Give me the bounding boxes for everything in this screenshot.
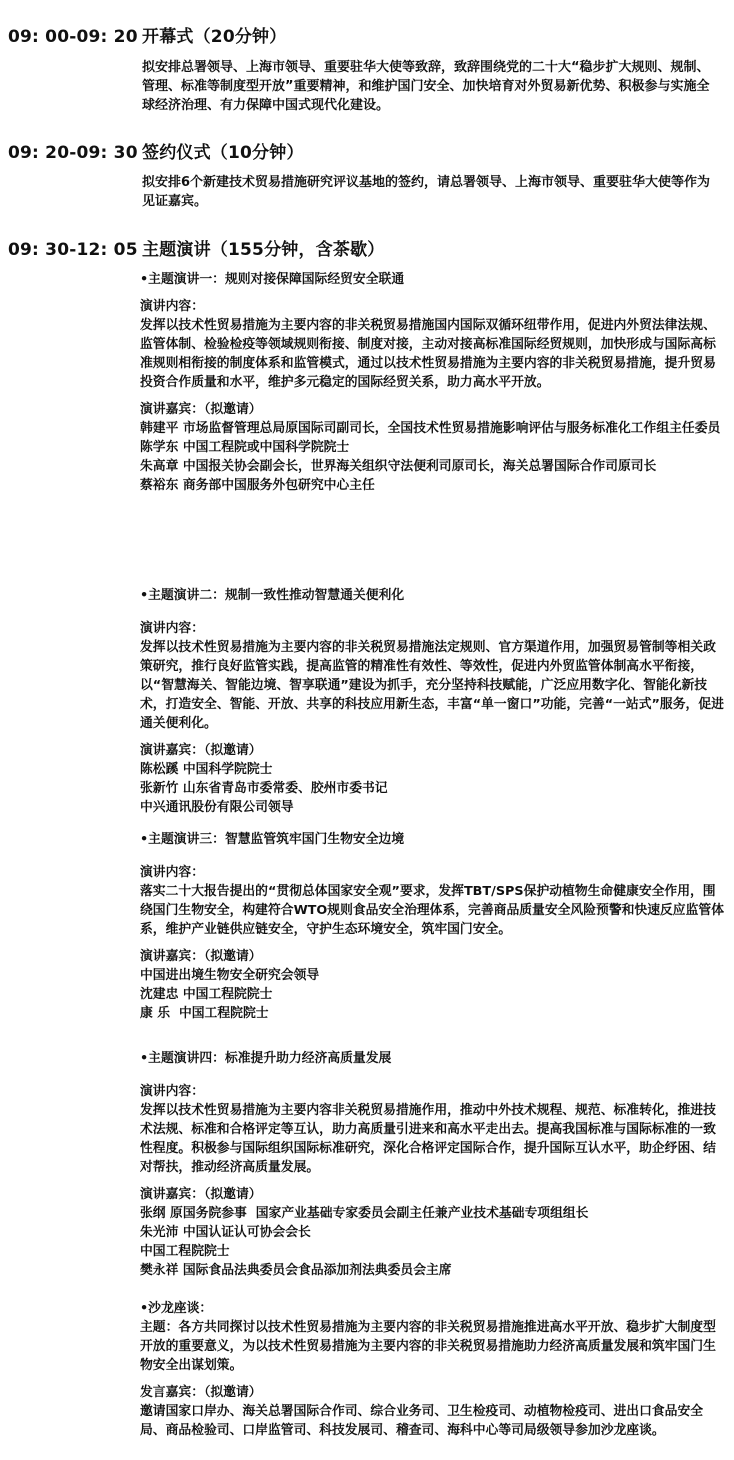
keynote-heading: •主题演讲一：规则对接保障国际经贸安全联通 — [140, 272, 405, 287]
keynote-4 — [140, 1049, 724, 1280]
content-text: 发挥以技术性贸易措施为主要内容的非关税贸易措施国内国际双循环纽带作用，促进内外贸法律法规、监管体制、检验检疫等领域规则衔接、制度对接，主动对接高标准国际经贸规则，加快形成与国际高标准规则相衔接的制度体系和监管模式，通过以技术性贸易措施为主要内容的非关税贸易措施，提升贸易投资合作质量和水平，维护多元稳定的国际经贸关系，助力高水平开放。 — [140, 318, 716, 390]
session-description: 拟安排6个新建技术贸易措施研究评议基地的签约，请总署领导、上海市领导、重要驻华大使等作为见证嘉宾。 — [142, 175, 711, 209]
session-header-signing — [8, 138, 304, 163]
guest-line: 朱光沛 中国认证认可协会会长 — [140, 1225, 311, 1240]
guest-line: 中国工程院院士 — [140, 1244, 230, 1259]
guest-label: 演讲嘉宾：（拟邀请） — [140, 402, 262, 417]
guest-line: 中国进出境生物安全研究会领导 — [140, 968, 320, 983]
content-label: 演讲内容： — [140, 299, 204, 314]
keynote-heading: •主题演讲二：规制一致性推动智慧通关便利化 — [140, 588, 405, 603]
salon-heading: •沙龙座谈： — [140, 1301, 213, 1316]
content-label: 演讲内容： — [140, 621, 204, 636]
salon-guest-label: 发言嘉宾：（拟邀请） — [140, 1385, 262, 1400]
salon-guests: 邀请国家口岸办、海关总署国际合作司、综合业务司、卫生检疫司、动植物检疫司、进出口食品安全局、商品检验司、口岸监管司、科技发展司、稽查司、海科中心等司局级领导参加沙龙座谈。 — [140, 1404, 704, 1438]
content-text: 落实二十大报告提出的“贯彻总体国家安全观”要求，发挥TBT/SPS保护动植物生命健康安全作用，围绕国门生物安全，构建符合WTO规则食品安全治理体系，完善商品质量安全风险预警和快速反应监管体系，维护产业链供应链安全，守护生态环境安全，筑牢国门安全。 — [140, 884, 724, 937]
guest-line: 中兴通讯股份有限公司领导 — [140, 800, 294, 815]
session-title: 开幕式（20分钟） — [142, 27, 287, 47]
content-text: 发挥以技术性贸易措施为主要内容的非关税贸易措施法定规则、官方渠道作用，加强贸易管制等相关政策研究，推行良好监管实践，提高监管的精准性有效性、等效性，促进内外贸监管体制高水平衔接，以“智慧海关、智能边境、智享联通”建设为抓手，充分坚持科技赋能，广泛应用数字化、智能化新技术，打造安全、智能、开放、共享的科技应用新生态，丰富“单一窗口”功能，完善“一站式”服务，促进通关便利化。 — [140, 640, 724, 731]
guest-line: 樊永祥 国际食品法典委员会食品添加剂法典委员会主席 — [140, 1263, 452, 1278]
salon-theme: 主题：各方共同探讨以技术性贸易措施为主要内容的非关税贸易措施推进高水平开放、稳步扩大制度型开放的重要意义，为以技术性贸易措施为主要内容的非关税贸易措施助力经济高质量发展和筑牢国门生物安全出谋划策。 — [140, 1320, 716, 1373]
guest-line: 康 乐 中国工程院院士 — [140, 1006, 269, 1021]
guest-line: 陈松蹊 中国科学院院士 — [140, 762, 273, 777]
guest-label: 演讲嘉宾：（拟邀请） — [140, 1187, 262, 1202]
guest-line: 蔡裕东 商务部中国服务外包研究中心主任 — [140, 478, 375, 493]
session-title: 签约仪式（10分钟） — [142, 143, 304, 163]
guest-label: 演讲嘉宾：（拟邀请） — [140, 743, 262, 758]
guest-line: 朱高章 中国报关协会副会长，世界海关组织守法便利司原司长，海关总署国际合作司原司长 — [140, 459, 657, 474]
session-time: 09: 00-09: 20 — [8, 27, 138, 47]
keynote-heading: •主题演讲四：标准提升助力经济高质量发展 — [140, 1051, 392, 1066]
content-label: 演讲内容： — [140, 1084, 204, 1099]
session-header-keynotes — [8, 235, 385, 260]
session-description: 拟安排总署领导、上海市领导、重要驻华大使等致辞，致辞围绕党的二十大“稳步扩大规则、规制、管理、标准等制度型开放”重要精神，和维护国门安全、加快培育对外贸易新优势、积极参与实施全球经济治理、有力保障中国式现代化建设。 — [142, 60, 710, 113]
session-title: 主题演讲（155分钟，含茶歇） — [142, 240, 385, 260]
guest-line: 沈建忠 中国工程院院士 — [140, 987, 273, 1002]
session-time: 09: 30-12: 05 — [8, 240, 138, 260]
guest-line: 张新竹 山东省青岛市委常委、胶州市委书记 — [140, 781, 388, 796]
salon-discussion — [140, 1299, 724, 1440]
keynote-3 — [140, 830, 724, 1023]
session-time: 09: 20-09: 30 — [8, 143, 138, 163]
content-label: 演讲内容： — [140, 865, 204, 880]
content-text: 发挥以技术性贸易措施为主要内容非关税贸易措施作用，推动中外技术规程、规范、标准转化，推进技术法规、标准和合格评定等互认，助力高质量引进来和高水平走出去。提高我国标准与国际标准的一致性程度。积极参与国际组织国际标准研究，深化合格评定国际合作，提升国际互认水平，助企纾困、结对帮扶，推动经济高质量发展。 — [140, 1103, 716, 1175]
guest-line: 陈学东 中国工程院或中国科学院院士 — [140, 440, 350, 455]
session-header-opening — [8, 22, 286, 47]
keynote-1 — [140, 270, 724, 495]
keynote-2 — [140, 586, 724, 817]
keynote-heading: •主题演讲三：智慧监管筑牢国门生物安全边境 — [140, 832, 405, 847]
guest-label: 演讲嘉宾：（拟邀请） — [140, 949, 262, 964]
guest-line: 韩建平 市场监督管理总局原国际司副司长，全国技术性贸易措施影响评估与服务标准化工作组主任委员 — [140, 421, 721, 436]
guest-line: 张纲 原国务院参事 国家产业基础专家委员会副主任兼产业技术基础专项组组长 — [140, 1206, 589, 1221]
